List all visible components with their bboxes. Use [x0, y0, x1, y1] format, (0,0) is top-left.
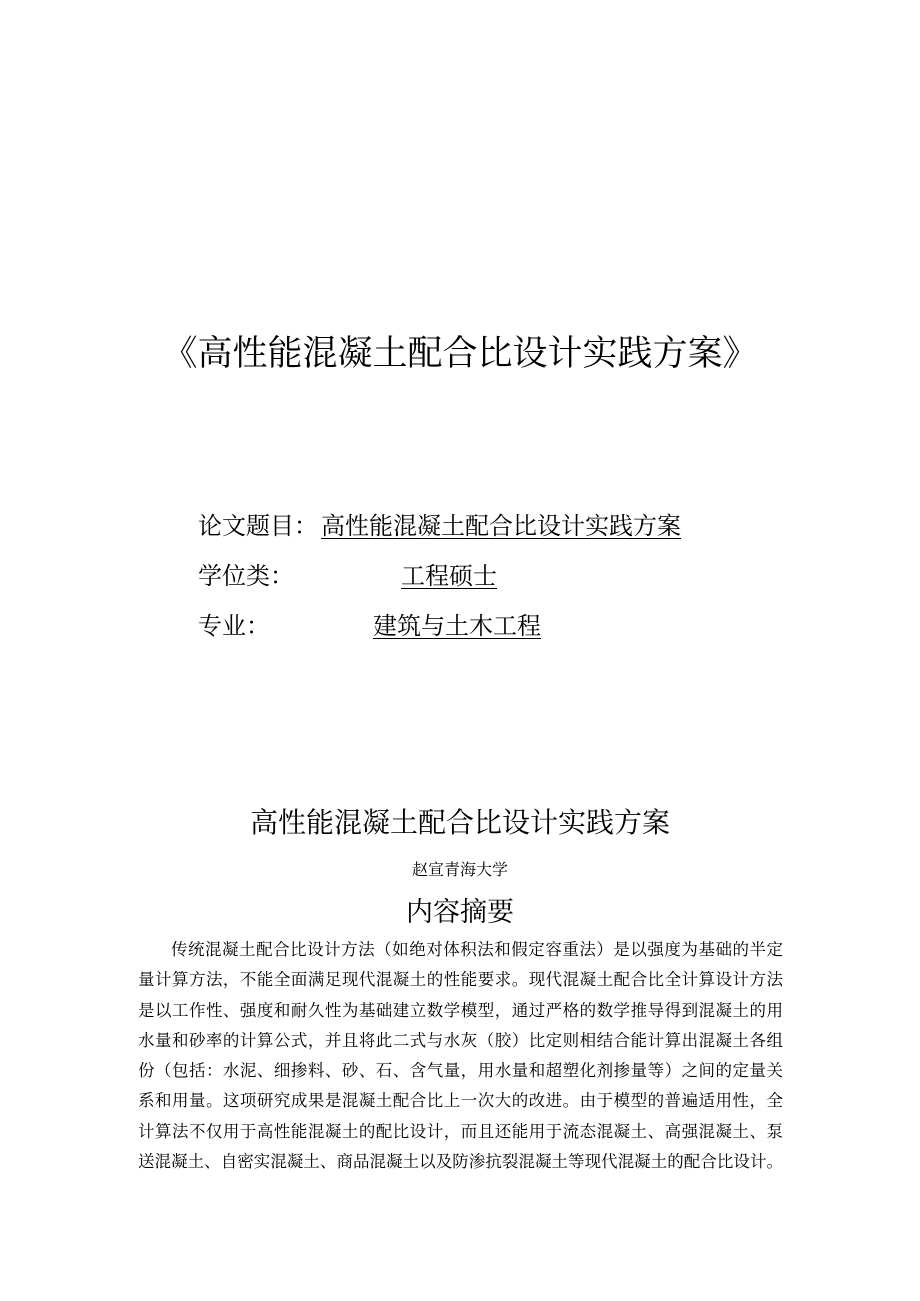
cover-title: 《高性能混凝土配合比设计实践方案》: [162, 334, 758, 374]
info-label-degree-type: 学位类：: [198, 562, 294, 590]
info-label-thesis-title: 论文题目：: [198, 512, 318, 540]
abstract-line: 量计算方法，不能全面满足现代混凝土的性能要求。现代混凝土配合比全计算设计方法: [138, 970, 783, 990]
abstract-line: 是以工作性、强度和耐久性为基础建立数学模型，通过严格的数学推导得到混凝土的用: [138, 1000, 783, 1020]
abstract-line: 送混凝土、自密实混凝土、商品混凝土以及防渗抗裂混凝土等现代混凝土的配合比设计。: [138, 1152, 783, 1172]
author-affiliation: 赵宣青海大学: [411, 860, 508, 879]
paper-title: 高性能混凝土配合比设计实践方案: [249, 806, 670, 839]
abstract-heading: 内容摘要: [406, 897, 514, 928]
abstract-line: 计算法不仅用于高性能混凝土的配比设计，而且还能用于流态混凝土、高强混凝土、泵: [138, 1121, 783, 1141]
abstract-line: 系和用量。这项研究成果是混凝土配合比上一次大的改进。由于模型的普遍适用性，全: [138, 1091, 783, 1111]
abstract-line: 份（包括：水泥、细掺料、砂、石、含气量，用水量和超塑化剂掺量等）之间的定量关: [138, 1061, 783, 1081]
abstract-line: 传统混凝土配合比设计方法（如绝对体积法和假定容重法）是以强度为基础的半定: [171, 940, 783, 959]
abstract-line: 水量和砂率的计算公式，并且将此二式与水灰（胶）比定则相结合能计算出混凝土各组: [138, 1030, 783, 1050]
info-value-thesis-title: 高性能混凝土配合比设计实践方案: [321, 512, 681, 540]
info-value-major: 建筑与土木工程: [373, 612, 541, 640]
abstract-body: [138, 935, 783, 1177]
info-value-degree-type: 工程硕士: [401, 562, 497, 590]
info-label-major: 专业：: [198, 612, 270, 640]
